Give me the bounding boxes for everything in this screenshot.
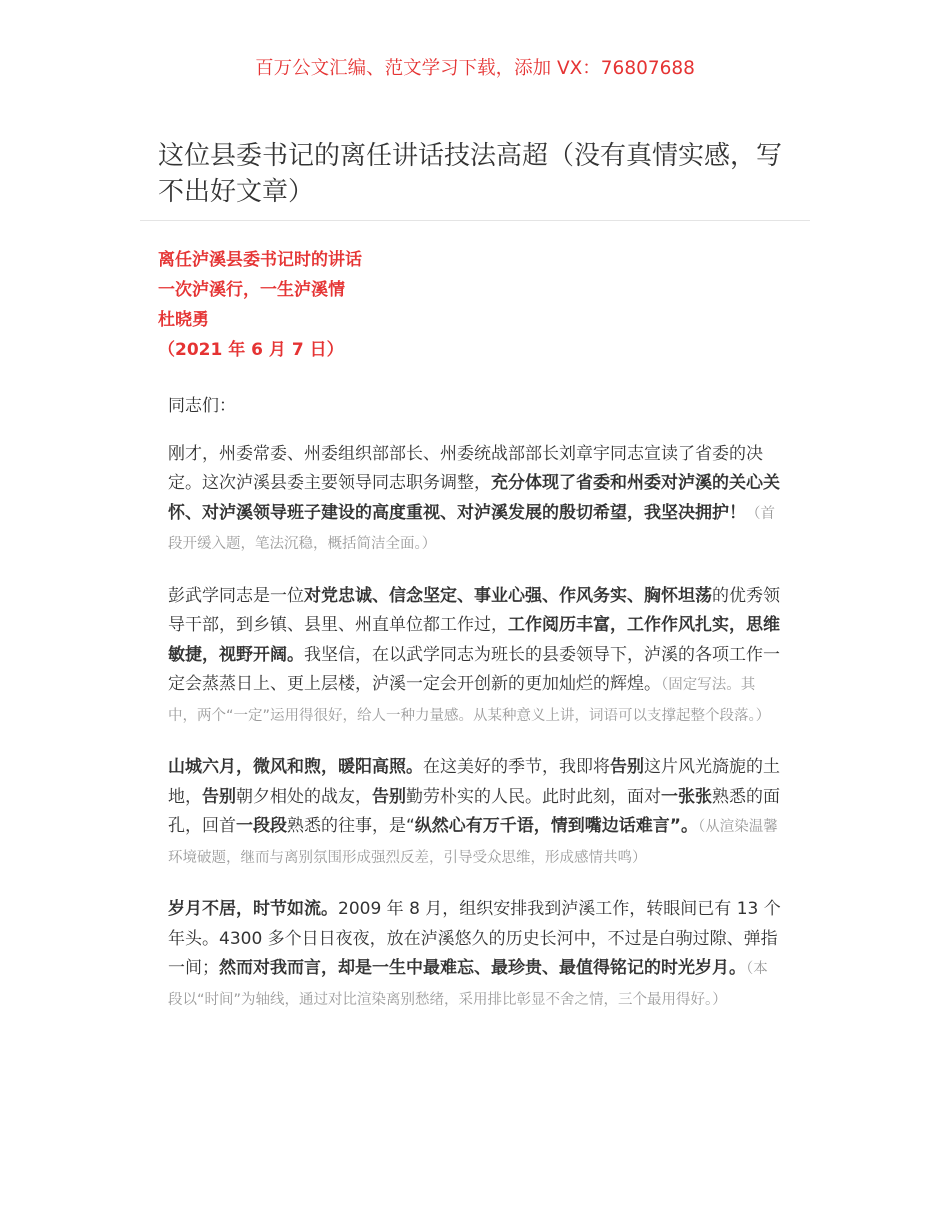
p4-annotation: （本段以“时间”为轴线，通过对比渲染离别愁绪，采用排比彰显不舍之情，三个最用得好。） [168,961,768,1008]
p2-text-1: 彭武学同志是一位 [168,585,304,606]
p3-text-4: 勤劳朴实的人民。此时此刻，面对 [406,786,661,807]
speech-occasion: 离任泸溪县委书记时的讲话 [158,250,362,270]
article-body [168,392,782,1037]
p3-bold-4: 告别 [372,786,406,807]
p1-text-1: 刚才，州委常委、州委组织部部长、州委统战部部长刘章宇同志宣读了省委的决定。这次泸溪县委主要领导同志职务调整， [168,443,763,493]
p3-annotation: （从渲染温馨环境破题，继而与离别氛围形成强烈反差，引导受众思维，形成感情共鸣） [168,819,778,866]
p3-text-6: 熟悉的往事，是“ [287,816,415,836]
p3-text-5: 熟悉的面孔，回首 [168,786,780,836]
greeting: 同志们： [168,396,236,416]
paragraph-2 [168,582,782,732]
speech-title: 一次泸溪行，一生泸溪情 [158,280,345,300]
p3-bold-1: 山城六月，微风和煦，暖阳高照。 [168,757,423,777]
promo-banner: 百万公文汇编、范文学习下载，添加 VX：76807688 [255,58,695,79]
article-title: 这位县委书记的离任讲话技法高超（没有真情实感，写不出好文章） [158,141,783,207]
p2-text-3: 我坚信，在以武学同志为班长的县委领导下，泸溪的各项工作一定会蒸蒸日上、更上层楼，泸溪一定会开创新的更加灿烂的辉煌。 [168,644,780,694]
speech-header [158,245,758,365]
p3-text-1: 在这美好的季节，我即将 [423,757,610,777]
p2-bold-1: 对党忠诚、信念坚定、事业心强、作风务实、胸怀坦荡 [304,585,712,606]
p4-text-1: 2009 年 8 月，组织安排我到泸溪工作，转眼间已有 13 个年头。4300 多个日日夜夜，放在泸溪悠久的历史长河中，不过是白驹过隙、弹指一间； [168,899,781,978]
p3-bold-7: 纵然心有万千语，情到嘴边话难言”。 [414,816,698,836]
p3-bold-2: 告别 [610,757,644,777]
p4-bold-1: 岁月不居，时节如流。 [168,899,338,919]
paragraph-1 [168,440,782,560]
p3-bold-6: 一段段 [236,816,287,836]
p2-text-2: 的优秀领导干部，到乡镇、县里、州直单位都工作过， [168,585,780,635]
paragraph-4 [168,895,782,1015]
p3-bold-3: 告别 [202,786,236,807]
p4-bold-2: 然而对我而言，却是一生中最难忘、最珍贵、最值得铭记的时光岁月。 [219,958,746,978]
p2-annotation: （固定写法。其中，两个“一定”运用得很好，给人一种力量感。从某种意义上讲，词语可以支撑起整个段落。） [168,677,771,724]
p3-text-2: 这片风光旖旎的土地， [168,757,780,807]
p2-bold-2: 工作阅历丰富，工作作风扎实，思维敏捷，视野开阔。 [168,615,780,665]
p3-text-3: 朝夕相处的战友， [236,786,372,807]
title-divider [140,220,810,221]
p3-bold-5: 一张张 [661,786,712,807]
paragraph-3 [168,753,782,873]
p1-annotation: （首段开缓入题，笔法沉稳，概括简洁全面。） [168,505,775,552]
speech-date: （2021 年 6 月 7 日） [158,340,344,360]
speaker-name: 杜晓勇 [158,310,209,330]
p1-bold-1: 充分体现了省委和州委对泸溪的关心关怀、对泸溪领导班子建设的高度重视、对泸溪发展的殷切希望，我坚决拥护！ [168,473,780,523]
